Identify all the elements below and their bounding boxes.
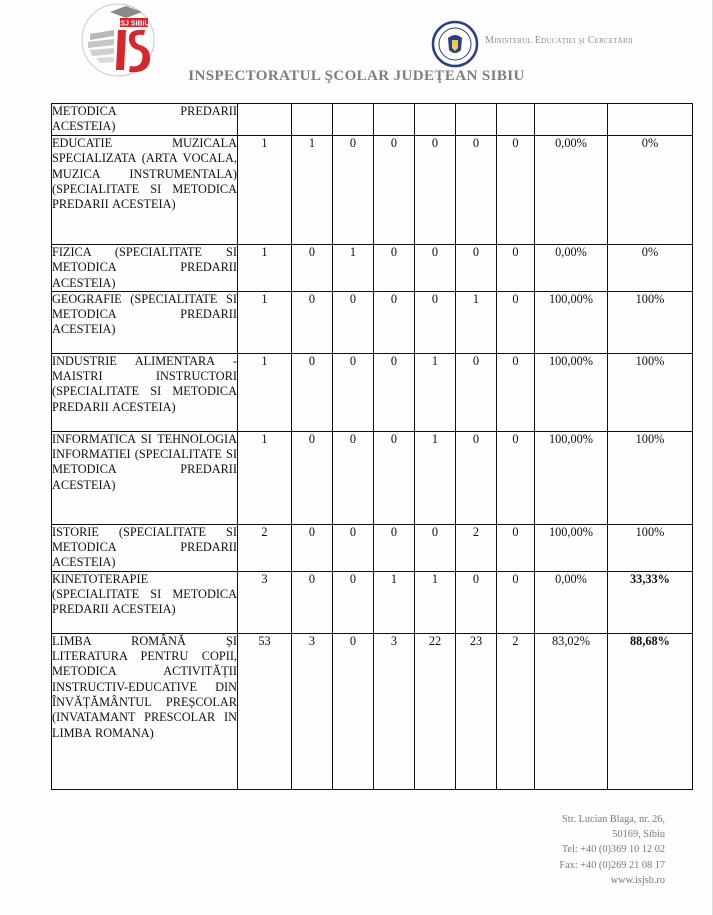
count-cell: 0 [333,136,374,245]
count-cell [292,104,333,136]
table-row [52,104,693,136]
count-cell: 0 [374,353,415,431]
final-percentage-cell: 100% [608,431,693,524]
final-percentage-cell: 100% [608,353,693,431]
count-cell: 3 [374,633,415,789]
final-percentage-cell [608,104,693,136]
count-cell: 0 [333,571,374,633]
count-cell: 1 [238,245,292,292]
count-cell: 0 [292,571,333,633]
count-cell [497,104,535,136]
table-row [52,291,693,353]
count-cell: 1 [238,431,292,524]
percentage-cell [535,104,608,136]
count-cell: 1 [415,353,456,431]
footer-phone: Tel: +40 (0)369 10 12 02 [561,844,665,856]
count-cell: 0 [333,353,374,431]
count-cell: 0 [456,353,497,431]
count-cell: 1 [374,571,415,633]
count-cell [374,104,415,136]
count-cell: 0 [456,431,497,524]
count-cell: 0 [456,571,497,633]
specialty-name: KINETOTERAPIE (SPECIALITATE SI METODICA PREDARII ACESTEIA) [52,571,238,633]
table-row [52,431,693,524]
count-cell [456,104,497,136]
count-cell: 22 [415,633,456,789]
percentage-cell: 0,00% [535,136,608,245]
count-cell: 0 [497,431,535,524]
specialty-name: ISTORIE (SPECIALITATE SI METODICA PREDARII ACESTEIA) [52,524,237,570]
count-cell: 1 [333,245,374,292]
count-cell: 0 [333,431,374,524]
count-cell: 1 [415,571,456,633]
footer-website[interactable]: www.isjsb.ro [610,874,665,886]
footer-fax: Fax: +40 (0)269 21 08 17 [559,859,665,871]
final-percentage-cell: 100% [608,524,693,571]
specialty-name: METODICA PREDARII ACESTEIA) [52,104,238,136]
count-cell: 0 [497,571,535,633]
count-cell: 3 [292,633,333,789]
page-title: INSPECTORATUL ŞCOLAR JUDEŢEAN SIBIU [188,68,525,84]
count-cell: 0 [497,291,535,353]
count-cell: 0 [292,245,333,292]
table-row [52,136,693,245]
final-percentage-cell: 33,33% [608,571,693,633]
count-cell: 0 [292,353,333,431]
count-cell: 2 [456,524,497,571]
count-cell: 0 [497,524,535,571]
count-cell: 0 [374,245,415,292]
count-cell: 3 [238,571,292,633]
count-cell: 1 [415,431,456,524]
count-cell: 1 [238,291,292,353]
percentage-cell: 100,00% [535,524,608,571]
count-cell: 0 [456,136,497,245]
count-cell: 0 [374,291,415,353]
count-cell: 0 [292,291,333,353]
count-cell: 23 [456,633,497,789]
percentage-cell: 0,00% [535,571,608,633]
final-percentage-cell: 0% [608,136,693,245]
specialty-name: EDUCATIE MUZICALA SPECIALIZATA (ARTA VOCALA, MUZICA INSTRUMENTALA) (SPECIALITATE SI METODICA PREDARII ACESTEIA) [52,136,238,245]
ministry-emblem-icon [431,20,479,68]
count-cell: 0 [333,524,374,571]
final-percentage-cell: 0% [608,245,693,292]
count-cell: 0 [497,353,535,431]
table-row [52,633,693,789]
count-cell: 2 [238,524,292,571]
ministry-name: Ministerul Educației și Cercetării [485,35,633,46]
count-cell: 0 [374,136,415,245]
count-cell: 0 [415,524,456,571]
count-cell: 0 [415,136,456,245]
table-row [52,571,693,633]
count-cell: 0 [497,136,535,245]
percentage-cell: 100,00% [535,353,608,431]
count-cell [238,104,292,136]
final-percentage-cell: 100% [608,291,693,353]
table-row [52,353,693,431]
count-cell: 0 [374,524,415,571]
table-row [52,524,693,571]
count-cell: 0 [333,633,374,789]
count-cell: 1 [292,136,333,245]
count-cell: 0 [292,524,333,571]
count-cell: 0 [374,431,415,524]
count-cell: 0 [497,245,535,292]
footer-address-street: Str. Lucian Blaga, nr. 26, [562,814,665,825]
count-cell [415,104,456,136]
count-cell: 53 [238,633,292,789]
specialty-name: FIZICA (SPECIALITATE SI METODICA PREDARII ACESTEIA) [52,245,237,290]
final-percentage-cell: 88,68% [608,633,693,789]
specialty-name: LIMBA ROMÂNĂ ȘI LITERATURA PENTRU COPII, METODICA ACTIVITĂȚII INSTRUCTIV-EDUCATIVE DIN ÎNVĂȚĂMÂNTUL PREȘCOLAR (INVATAMANT PRESCOLAR IN LIMBA ROMANA) [52,633,238,789]
count-cell: 0 [292,431,333,524]
specialty-name: INDUSTRIE ALIMENTARA - MAISTRI INSTRUCTORI (SPECIALITATE SI METODICA PREDARII ACESTEIA) [52,353,238,431]
table-row [52,245,693,292]
percentage-cell: 0,00% [535,245,608,292]
percentage-cell: 100,00% [535,291,608,353]
results-table [51,103,693,790]
count-cell: 1 [456,291,497,353]
percentage-cell: 100,00% [535,431,608,524]
count-cell: 0 [333,291,374,353]
specialty-name: INFORMATICA SI TEHNOLOGIA INFORMATIEI (SPECIALITATE SI METODICA PREDARII ACESTEIA) [52,431,238,524]
count-cell: 2 [497,633,535,789]
percentage-cell: 83,02% [535,633,608,789]
count-cell: 1 [238,353,292,431]
footer-contact [559,812,665,888]
logo-sibiu-text: ISJ SIBIU [118,20,150,28]
count-cell [333,104,374,136]
count-cell: 0 [456,245,497,292]
count-cell: 1 [238,136,292,245]
count-cell: 0 [415,245,456,292]
specialty-name: GEOGRAFIE (SPECIALITATE SI METODICA PREDARII ACESTEIA) [52,291,238,353]
count-cell: 0 [415,291,456,353]
footer-address-city: 50169, Sibiu [612,829,665,841]
